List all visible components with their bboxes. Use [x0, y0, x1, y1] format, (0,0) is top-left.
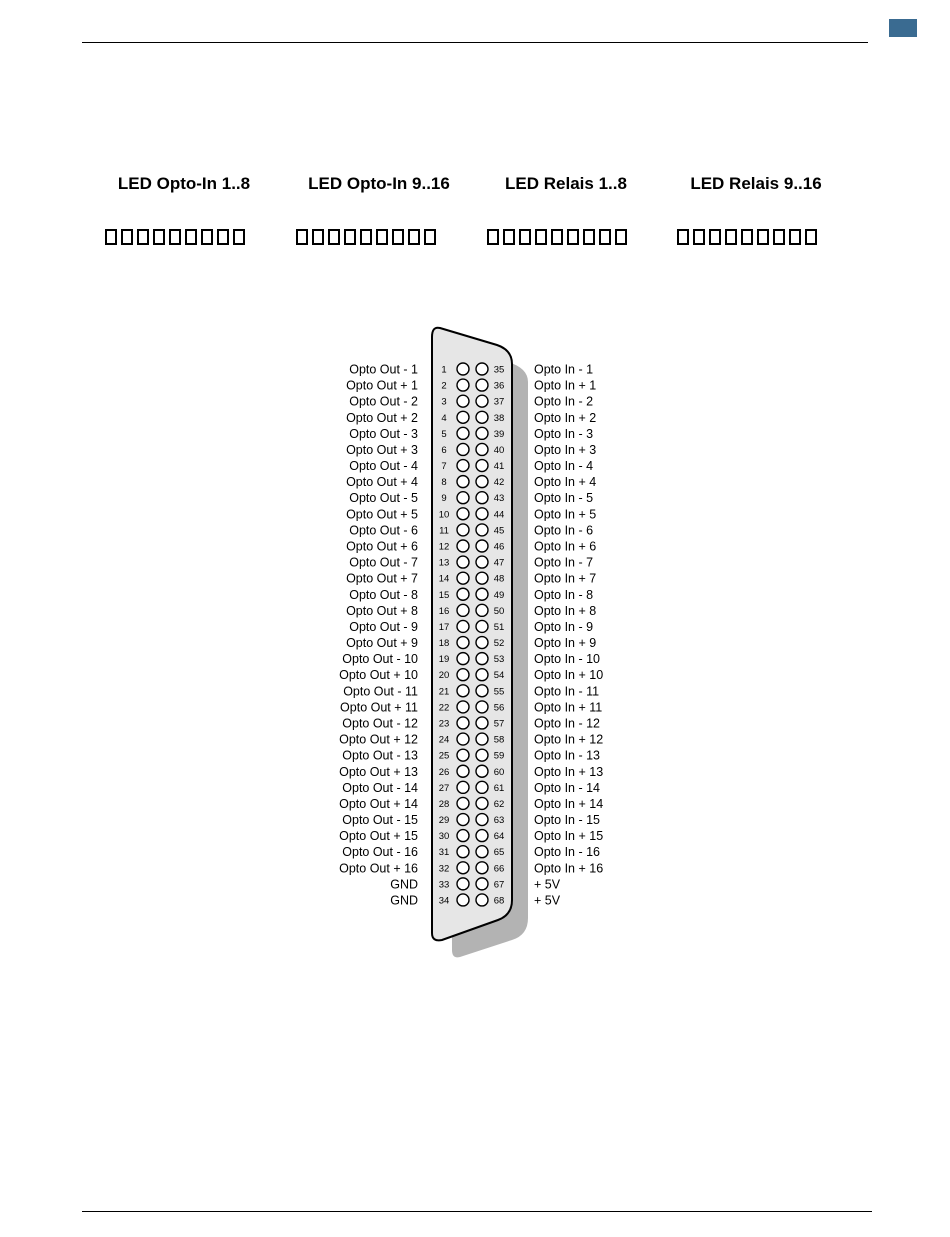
- right-pin-hole: [476, 765, 488, 777]
- left-pin-hole: [457, 460, 469, 472]
- left-pin-label: Opto Out - 4: [349, 459, 418, 474]
- right-pin-label: Opto In + 15: [534, 829, 604, 844]
- left-pin-label: Opto Out - 6: [349, 523, 418, 538]
- right-pin-hole: [476, 572, 488, 584]
- left-pin-number: 24: [438, 734, 450, 746]
- left-pin-hole: [457, 492, 469, 504]
- left-pin-label: Opto Out + 15: [339, 829, 418, 844]
- left-pin-number: 8: [441, 477, 447, 489]
- right-pin-number: 36: [493, 380, 505, 392]
- led-group-title-relais-1-8: LED Relais 1..8: [505, 174, 627, 193]
- left-pin-hole: [457, 830, 469, 842]
- right-pin-label: Opto In + 3: [534, 442, 597, 457]
- right-pin-hole: [476, 653, 488, 665]
- right-pin-hole: [476, 620, 488, 632]
- right-pin-hole: [476, 604, 488, 616]
- right-pin-hole: [476, 797, 488, 809]
- left-pin-number: 30: [438, 831, 450, 843]
- right-pin-number: 67: [493, 879, 505, 891]
- left-pin-number: 21: [438, 686, 450, 698]
- right-pin-hole: [476, 427, 488, 439]
- left-pin-number: 23: [438, 718, 450, 730]
- left-pin-hole: [457, 814, 469, 826]
- left-pin-label: Opto Out + 3: [346, 442, 418, 457]
- left-pin-label: Opto Out - 11: [343, 684, 418, 699]
- right-pin-hole: [476, 508, 488, 520]
- right-pin-number: 57: [493, 718, 505, 730]
- left-pin-number: 10: [438, 509, 450, 521]
- left-pin-hole: [457, 781, 469, 793]
- right-pin-number: 68: [493, 895, 505, 907]
- right-pin-label: Opto In - 5: [534, 491, 594, 506]
- right-pin-label: Opto In + 1: [534, 378, 597, 393]
- left-pin-label: Opto Out + 16: [339, 861, 418, 876]
- right-pin-label: Opto In + 9: [534, 636, 597, 651]
- right-pin-hole: [476, 717, 488, 729]
- right-pin-number: 47: [493, 557, 505, 569]
- left-pin-label: Opto Out + 9: [346, 636, 418, 651]
- left-pin-label: Opto Out + 13: [339, 764, 418, 779]
- left-pin-hole: [457, 749, 469, 761]
- right-pin-number: 46: [493, 541, 505, 553]
- left-pin-hole: [457, 427, 469, 439]
- left-pin-hole: [457, 604, 469, 616]
- left-pin-label: Opto Out - 9: [349, 619, 418, 634]
- left-pin-number: 9: [441, 493, 447, 505]
- left-pin-label: Opto Out + 14: [339, 796, 418, 811]
- left-pin-number: 32: [438, 863, 450, 875]
- right-pin-hole: [476, 443, 488, 455]
- left-pin-hole: [457, 524, 469, 536]
- left-pin-hole: [457, 395, 469, 407]
- left-pin-number: 6: [441, 444, 447, 456]
- right-pin-hole: [476, 814, 488, 826]
- right-pin-label: Opto In + 14: [534, 796, 604, 811]
- left-pin-hole: [457, 894, 469, 906]
- left-pin-number: 7: [441, 461, 447, 473]
- left-pin-hole: [457, 797, 469, 809]
- left-pin-number: 27: [438, 782, 450, 794]
- right-pin-number: 50: [493, 605, 505, 617]
- right-pin-number: 45: [493, 525, 505, 537]
- right-pin-label: Opto In + 10: [534, 668, 604, 683]
- left-pin-number: 17: [438, 621, 450, 633]
- right-pin-label: + 5V: [534, 877, 561, 892]
- right-pin-label: Opto In - 11: [534, 684, 600, 699]
- left-pin-hole: [457, 685, 469, 697]
- left-pin-label: Opto Out - 2: [349, 394, 418, 409]
- right-pin-number: 48: [493, 573, 505, 585]
- right-pin-number: 49: [493, 589, 505, 601]
- left-pin-hole: [457, 411, 469, 423]
- left-pin-hole: [457, 846, 469, 858]
- right-pin-hole: [476, 540, 488, 552]
- right-pin-number: 66: [493, 863, 505, 875]
- left-pin-number: 16: [438, 605, 450, 617]
- left-pin-label: Opto Out - 12: [342, 716, 418, 731]
- right-pin-hole: [476, 379, 488, 391]
- right-pin-number: 37: [493, 396, 505, 408]
- left-pin-number: 4: [441, 412, 447, 424]
- right-pin-hole: [476, 411, 488, 423]
- right-pin-hole: [476, 830, 488, 842]
- right-pin-label: Opto In + 4: [534, 475, 597, 490]
- left-pin-number: 14: [438, 573, 450, 585]
- right-pin-number: 55: [493, 686, 505, 698]
- left-pin-hole: [457, 620, 469, 632]
- left-pin-hole: [457, 637, 469, 649]
- right-pin-label: Opto In + 16: [534, 861, 604, 876]
- left-pin-label: Opto Out - 15: [342, 813, 418, 828]
- right-pin-label: Opto In - 10: [534, 652, 601, 667]
- right-pin-label: Opto In - 4: [534, 459, 594, 474]
- left-pin-label: Opto Out + 5: [346, 507, 418, 522]
- right-pin-hole: [476, 460, 488, 472]
- left-pin-number: 2: [441, 380, 447, 392]
- left-pin-hole: [457, 669, 469, 681]
- right-pin-label: Opto In + 13: [534, 764, 604, 779]
- left-pin-hole: [457, 363, 469, 375]
- left-pin-hole: [457, 556, 469, 568]
- footer-rule: [82, 1211, 872, 1212]
- right-pin-label: Opto In - 9: [534, 619, 594, 634]
- right-pin-hole: [476, 733, 488, 745]
- led-group-title-opto-in-9-16: LED Opto-In 9..16: [308, 174, 450, 193]
- right-pin-hole: [476, 492, 488, 504]
- left-pin-label: Opto Out + 1: [346, 378, 418, 393]
- left-pin-label: Opto Out - 5: [349, 491, 418, 506]
- right-pin-hole: [476, 476, 488, 488]
- left-pin-label: Opto Out + 4: [346, 475, 418, 490]
- left-pin-hole: [457, 379, 469, 391]
- right-pin-number: 56: [493, 702, 505, 714]
- right-pin-label: Opto In - 8: [534, 587, 594, 602]
- right-pin-label: Opto In + 6: [534, 539, 597, 554]
- right-pin-number: 61: [493, 782, 505, 794]
- left-pin-hole: [457, 443, 469, 455]
- right-pin-hole: [476, 781, 488, 793]
- left-pin-number: 12: [438, 541, 450, 553]
- left-pin-hole: [457, 878, 469, 890]
- left-pin-label: Opto Out - 3: [349, 426, 418, 441]
- right-pin-label: Opto In - 2: [534, 394, 594, 409]
- left-pin-number: 22: [438, 702, 450, 714]
- right-pin-number: 43: [493, 493, 505, 505]
- led-group-title-opto-in-1-8: LED Opto-In 1..8: [117, 174, 251, 193]
- left-pin-label: Opto Out - 1: [349, 362, 418, 377]
- left-pin-label: Opto Out - 16: [342, 845, 418, 860]
- right-pin-number: 59: [493, 750, 505, 762]
- right-pin-hole: [476, 524, 488, 536]
- right-pin-hole: [476, 395, 488, 407]
- left-pin-label: Opto Out + 12: [339, 732, 418, 747]
- right-pin-number: 44: [493, 509, 505, 521]
- right-pin-number: 62: [493, 798, 505, 810]
- left-pin-number: 25: [438, 750, 450, 762]
- right-pin-label: Opto In + 11: [534, 700, 603, 715]
- left-pin-number: 33: [438, 879, 450, 891]
- right-pin-number: 41: [493, 461, 505, 473]
- right-pin-label: Opto In - 7: [534, 555, 594, 570]
- right-pin-label: Opto In - 15: [534, 813, 601, 828]
- left-pin-label: Opto Out + 8: [346, 603, 418, 618]
- right-pin-hole: [476, 749, 488, 761]
- left-pin-label: Opto Out - 7: [349, 555, 418, 570]
- left-pin-hole: [457, 572, 469, 584]
- right-pin-hole: [476, 862, 488, 874]
- left-pin-hole: [457, 508, 469, 520]
- right-pin-hole: [476, 669, 488, 681]
- left-pin-label: Opto Out - 14: [342, 780, 418, 795]
- right-pin-hole: [476, 894, 488, 906]
- left-pin-hole: [457, 862, 469, 874]
- left-pin-number: 1: [441, 364, 447, 376]
- right-pin-number: 42: [493, 477, 505, 489]
- right-pin-hole: [476, 556, 488, 568]
- left-pin-number: 15: [438, 589, 450, 601]
- right-pin-number: 60: [493, 766, 505, 778]
- right-pin-label: Opto In - 16: [534, 845, 601, 860]
- left-pin-number: 11: [439, 525, 449, 537]
- left-pin-number: 20: [438, 670, 450, 682]
- left-pin-number: 34: [438, 895, 450, 907]
- left-pin-label: Opto Out + 11: [340, 700, 418, 715]
- right-pin-number: 65: [493, 847, 505, 859]
- right-pin-label: + 5V: [534, 893, 561, 908]
- left-pin-label: Opto Out + 2: [346, 410, 418, 425]
- right-pin-hole: [476, 701, 488, 713]
- right-pin-number: 64: [493, 831, 505, 843]
- right-pin-number: 58: [493, 734, 505, 746]
- right-pin-label: Opto In - 3: [534, 426, 594, 441]
- left-pin-label: Opto Out - 13: [342, 748, 418, 763]
- left-pin-label: Opto Out - 10: [342, 652, 418, 667]
- right-pin-number: 51: [493, 621, 505, 633]
- right-pin-hole: [476, 588, 488, 600]
- left-pin-hole: [457, 653, 469, 665]
- right-pin-label: Opto In - 1: [534, 362, 594, 377]
- left-pin-label: Opto Out + 10: [339, 668, 418, 683]
- right-pin-label: Opto In + 5: [534, 507, 597, 522]
- right-pin-hole: [476, 637, 488, 649]
- right-pin-label: Opto In + 12: [534, 732, 604, 747]
- left-pin-label: Opto Out + 7: [346, 571, 418, 586]
- left-pin-label: Opto Out - 8: [349, 587, 418, 602]
- left-pin-number: 26: [438, 766, 450, 778]
- right-pin-number: 63: [493, 815, 505, 827]
- right-pin-number: 38: [493, 412, 505, 424]
- left-pin-label: GND: [390, 877, 418, 892]
- right-pin-number: 40: [493, 444, 505, 456]
- left-pin-hole: [457, 765, 469, 777]
- left-pin-hole: [457, 476, 469, 488]
- left-pin-number: 19: [438, 654, 450, 666]
- left-pin-number: 3: [441, 396, 447, 408]
- right-pin-number: 53: [493, 654, 505, 666]
- left-pin-hole: [457, 588, 469, 600]
- left-pin-number: 28: [438, 798, 450, 810]
- left-pin-label: Opto Out + 6: [346, 539, 418, 554]
- right-pin-label: Opto In - 12: [534, 716, 601, 731]
- left-pin-hole: [457, 701, 469, 713]
- right-pin-hole: [476, 878, 488, 890]
- right-pin-label: Opto In + 8: [534, 603, 597, 618]
- right-pin-hole: [476, 846, 488, 858]
- right-pin-number: 35: [493, 364, 505, 376]
- right-pin-number: 52: [493, 638, 505, 650]
- left-pin-number: 13: [438, 557, 450, 569]
- right-pin-hole: [476, 685, 488, 697]
- right-pin-hole: [476, 363, 488, 375]
- right-pin-number: 54: [493, 670, 505, 682]
- left-pin-number: 29: [438, 815, 450, 827]
- left-pin-hole: [457, 540, 469, 552]
- left-pin-number: 18: [438, 638, 450, 650]
- left-pin-number: 31: [438, 847, 450, 859]
- right-pin-label: Opto In + 7: [534, 571, 597, 586]
- right-pin-label: Opto In + 2: [534, 410, 597, 425]
- right-pin-label: Opto In - 14: [534, 780, 601, 795]
- left-pin-hole: [457, 733, 469, 745]
- right-pin-number: 39: [493, 428, 505, 440]
- right-pin-label: Opto In - 13: [534, 748, 601, 763]
- left-pin-label: GND: [390, 893, 418, 908]
- left-pin-hole: [457, 717, 469, 729]
- left-pin-number: 5: [441, 428, 447, 440]
- led-group-title-relais-9-16: LED Relais 9..16: [690, 174, 822, 193]
- right-pin-label: Opto In - 6: [534, 523, 594, 538]
